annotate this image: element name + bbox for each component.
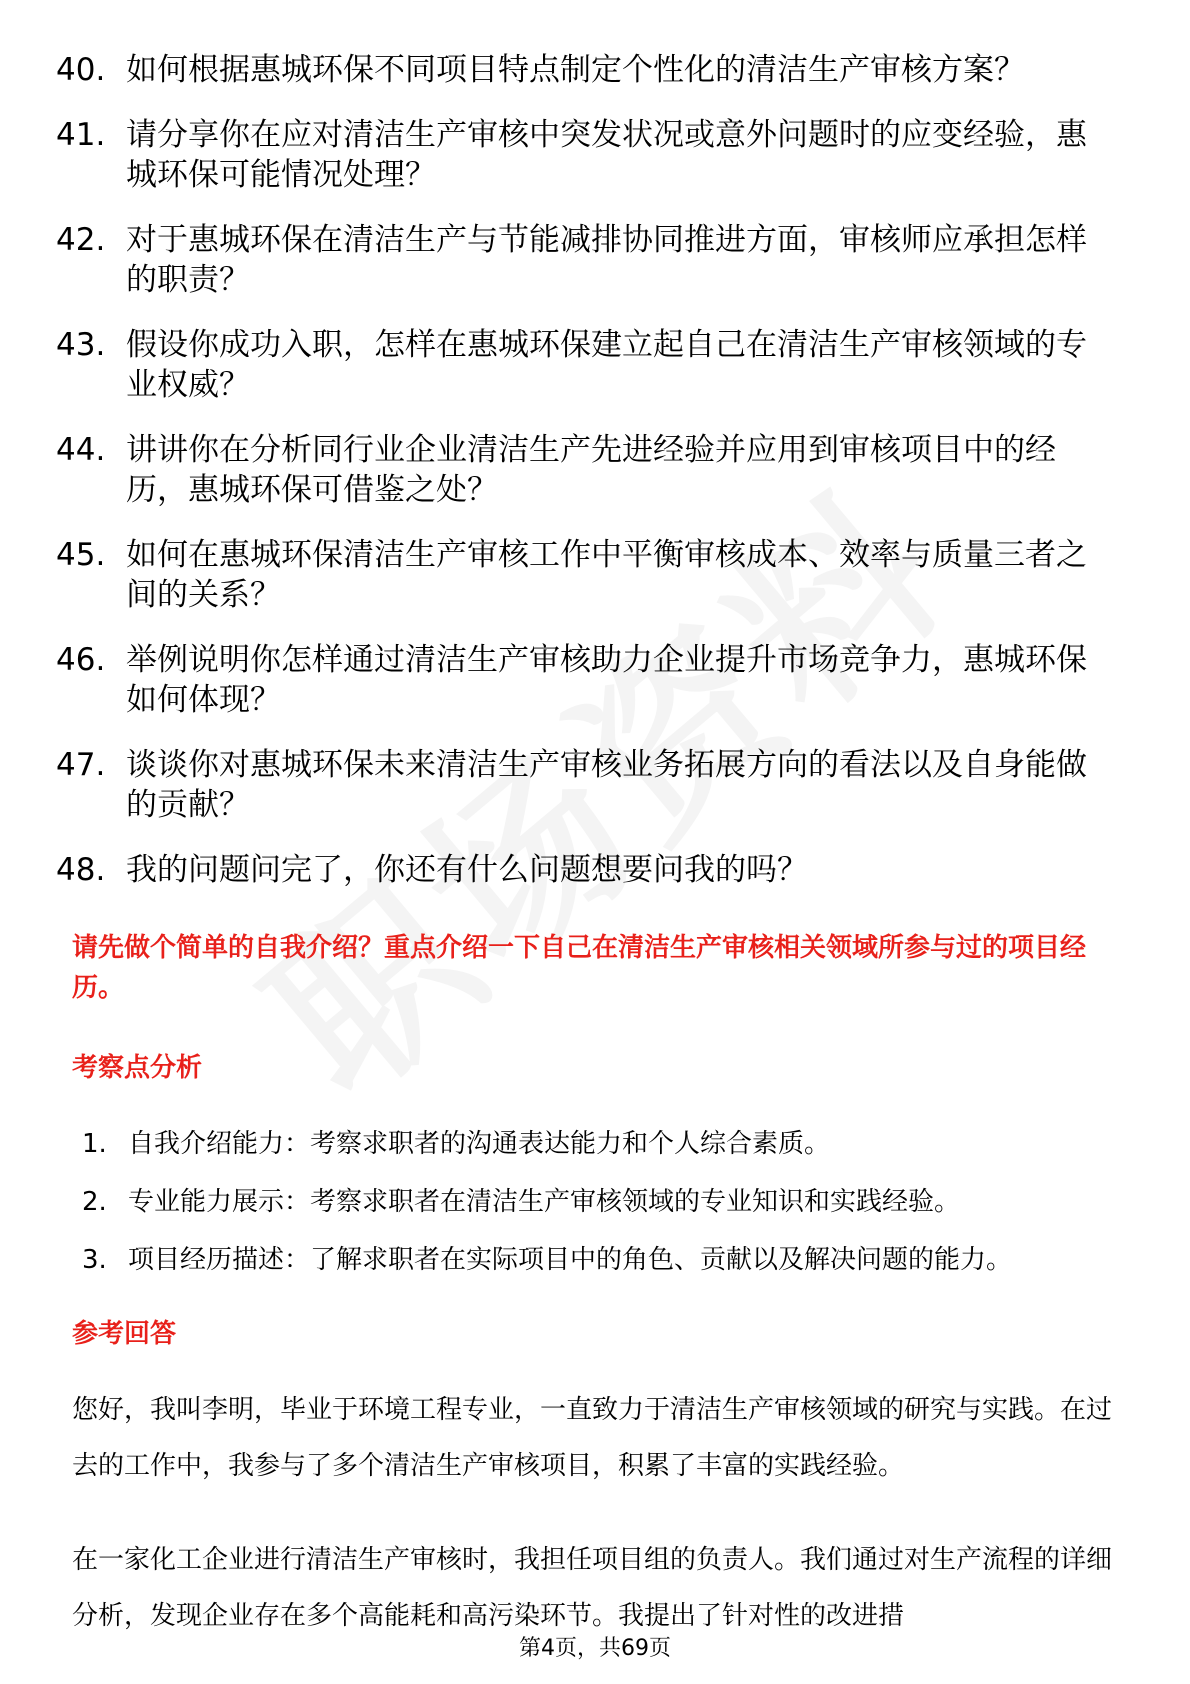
question-text: 我的问题问完了，你还有什么问题想要问我的吗？ [126, 852, 808, 888]
question-number: 47. [56, 747, 106, 783]
answer-paragraph: 在一家化工企业进行清洁生产审核时，我担任项目组的负责人。我们通过对生产流程的详细分析，发现企业存在多个高能耗和高污染环节。我提出了针对性的改进措 [72, 1545, 1113, 1631]
question-number: 46. [56, 642, 106, 678]
list-item [56, 325, 1106, 405]
interview-question-title: 请先做个简单的自我介绍？重点介绍一下自己在清洁生产审核相关领域所参与过的项目经历。 [72, 933, 1087, 1003]
answer-paragraph: 您好，我叫李明，毕业于环境工程专业，一直致力于清洁生产审核领域的研究与实践。在过去的工作中，我参与了多个清洁生产审核项目，积累了丰富的实践经验。 [72, 1395, 1113, 1481]
list-item [56, 220, 1106, 300]
list-item [56, 850, 1106, 890]
question-number: 48. [56, 852, 106, 888]
list-item [56, 115, 1106, 195]
question-text: 如何根据惠城环保不同项目特点制定个性化的清洁生产审核方案？ [126, 52, 1025, 88]
analysis-heading: 考察点分析 [72, 1053, 203, 1083]
list-item [82, 1182, 1132, 1222]
list-item [82, 1240, 1132, 1280]
list-item [56, 640, 1106, 720]
point-number: 2. [82, 1187, 107, 1217]
question-number: 44. [56, 432, 106, 468]
question-text: 讲讲你在分析同行业企业清洁生产先进经验并应用到审核项目中的经历，惠城环保可借鉴之处？ [126, 432, 1056, 508]
point-number: 1. [82, 1129, 107, 1159]
analysis-point-list [82, 1124, 1132, 1298]
list-item [56, 535, 1106, 615]
point-text: 专业能力展示：考察求职者在清洁生产审核领域的专业知识和实践经验。 [128, 1187, 961, 1217]
point-text: 自我介绍能力：考察求职者的沟通表达能力和个人综合素质。 [128, 1129, 831, 1159]
question-text: 谈谈你对惠城环保未来清洁生产审核业务拓展方向的看法以及自身能做的贡献？ [126, 747, 1087, 823]
question-text: 假设你成功入职，怎样在惠城环保建立起自己在清洁生产审核领域的专业权威？ [126, 327, 1087, 403]
question-text: 请分享你在应对清洁生产审核中突发状况或意外问题时的应变经验，惠城环保可能情况处理？ [126, 117, 1087, 193]
answer-heading: 参考回答 [72, 1319, 177, 1349]
point-number: 3. [82, 1245, 107, 1275]
question-number: 45. [56, 537, 106, 573]
page-footer: 第4页，共69页 [519, 1636, 671, 1661]
question-list [56, 50, 1106, 915]
question-number: 42. [56, 222, 106, 258]
list-item [56, 430, 1106, 510]
list-item [82, 1124, 1132, 1164]
question-number: 41. [56, 117, 106, 153]
question-text: 对于惠城环保在清洁生产与节能减排协同推进方面，审核师应承担怎样的职责？ [126, 222, 1087, 298]
question-number: 40. [56, 52, 106, 88]
list-item [56, 745, 1106, 825]
point-text: 项目经历描述：了解求职者在实际项目中的角色、贡献以及解决问题的能力。 [128, 1245, 1013, 1275]
question-text: 举例说明你怎样通过清洁生产审核助力企业提升市场竞争力，惠城环保如何体现？ [126, 642, 1087, 718]
list-item [56, 50, 1106, 90]
question-text: 如何在惠城环保清洁生产审核工作中平衡审核成本、效率与质量三者之间的关系？ [126, 537, 1087, 613]
question-number: 43. [56, 327, 106, 363]
